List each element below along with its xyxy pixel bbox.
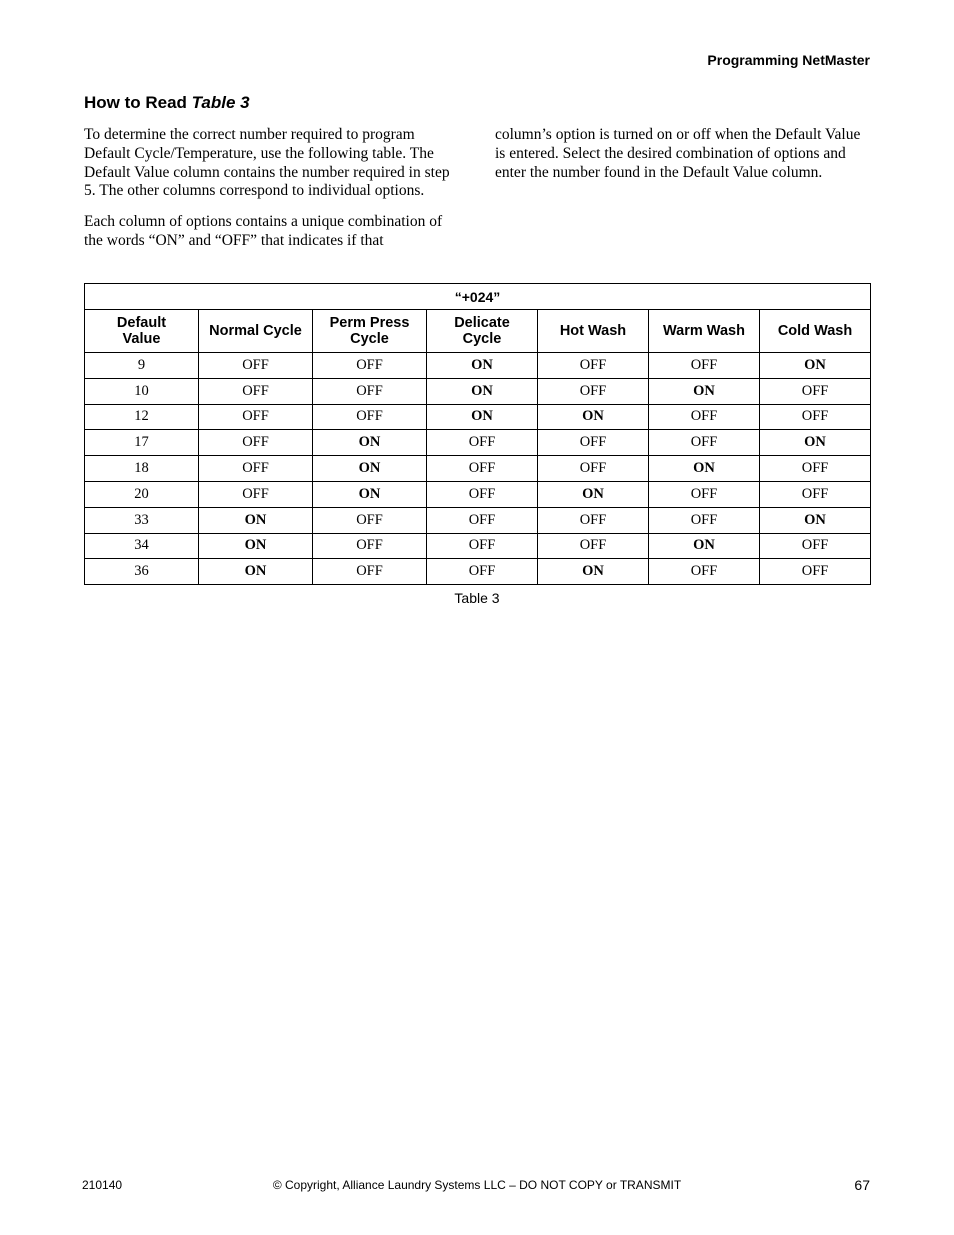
body-paragraph: To determine the correct number required to program Default Cycle/Temperature, use the following table. The Default Value column contains the number required in step 5. The other columns correspond to individual options. [84,126,450,200]
column-header-line: Cycle [350,331,389,347]
option-state-cell: OFF [313,507,427,533]
default-value-cell: 36 [85,559,199,585]
option-state-cell: OFF [760,533,871,559]
column-header-line: Hot Wash [559,323,627,339]
option-state-cell: OFF [313,353,427,379]
table-row [85,456,871,482]
option-state-cell: OFF [760,481,871,507]
option-state-cell: OFF [538,430,649,456]
table-row [85,430,871,456]
option-state-cell: OFF [427,533,538,559]
option-state-cell: OFF [649,430,760,456]
option-state-cell: ON [649,533,760,559]
option-state-cell: OFF [760,456,871,482]
default-value-cell: 17 [85,430,199,456]
column-header [538,310,649,353]
option-state-cell: ON [427,353,538,379]
body-paragraph: Each column of options contains a unique combination of the words “ON” and “OFF” that indicates if that [84,213,443,249]
option-state-cell: OFF [538,353,649,379]
column-header [85,310,199,353]
option-state-cell: OFF [649,559,760,585]
option-state-cell: ON [649,456,760,482]
option-state-cell: ON [538,481,649,507]
option-state-cell: OFF [649,507,760,533]
option-state-cell: OFF [649,481,760,507]
option-state-cell: ON [199,507,313,533]
body-column-right [495,126,873,194]
table-row [85,507,871,533]
column-header [649,310,760,353]
body-column-left [84,126,462,263]
option-state-cell: OFF [538,533,649,559]
column-header-line: Warm Wash [663,323,745,339]
option-state-cell: OFF [199,430,313,456]
option-state-cell: OFF [760,378,871,404]
option-state-cell: OFF [313,404,427,430]
column-header [760,310,871,353]
column-header [199,310,313,353]
default-value-cell: 18 [85,456,199,482]
column-header [427,310,538,353]
column-header-line: Perm Press [329,315,410,331]
table-header-row [85,310,871,353]
option-state-cell: OFF [427,456,538,482]
option-state-cell: OFF [760,404,871,430]
option-state-cell: OFF [313,378,427,404]
option-state-cell: ON [649,378,760,404]
table-row [85,481,871,507]
default-value-cell: 34 [85,533,199,559]
option-state-cell: OFF [199,456,313,482]
option-state-cell: ON [427,378,538,404]
option-state-cell: ON [199,559,313,585]
table-row [85,353,871,379]
table-body [85,353,871,585]
option-state-cell: ON [199,533,313,559]
option-state-cell: OFF [199,404,313,430]
option-state-cell: OFF [313,533,427,559]
option-state-cell: OFF [538,507,649,533]
option-state-cell: ON [313,481,427,507]
option-state-cell: ON [538,404,649,430]
option-state-cell: OFF [427,559,538,585]
option-state-cell: OFF [199,353,313,379]
option-state-cell: OFF [313,559,427,585]
option-state-cell: OFF [427,430,538,456]
column-header [313,310,427,353]
default-value-cell: 33 [85,507,199,533]
option-state-cell: OFF [760,559,871,585]
section-heading [84,93,250,113]
column-header-line: Cold Wash [777,323,853,339]
option-state-cell: OFF [649,404,760,430]
heading-prefix: How to Read [84,93,192,112]
table-title-row [85,284,871,310]
heading-table-reference: Table 3 [191,93,250,112]
option-state-cell: OFF [199,481,313,507]
option-state-cell: OFF [199,378,313,404]
option-state-cell: ON [760,507,871,533]
running-header: Programming NetMaster [707,52,870,68]
option-state-cell: OFF [427,481,538,507]
default-value-cell: 12 [85,404,199,430]
default-value-cell: 9 [85,353,199,379]
column-header-line: Value [122,331,161,347]
footer-page-number: 67 [854,1177,870,1193]
column-header-line: Delicate [454,315,510,331]
option-state-cell: OFF [538,378,649,404]
default-value-cell: 10 [85,378,199,404]
option-state-cell: ON [313,456,427,482]
table-row [85,533,871,559]
option-state-cell: OFF [427,507,538,533]
default-value-table [84,283,871,585]
table-row [85,404,871,430]
option-state-cell: ON [760,353,871,379]
option-state-cell: OFF [538,456,649,482]
footer-document-number: 210140 [82,1178,123,1192]
option-state-cell: OFF [649,353,760,379]
default-value-cell: 20 [85,481,199,507]
table-title: “+024” [85,284,871,310]
table-row [85,559,871,585]
option-state-cell: ON [538,559,649,585]
option-state-cell: ON [427,404,538,430]
option-state-cell: ON [313,430,427,456]
table-caption: Table 3 [454,590,500,606]
column-header-line: Normal Cycle [209,323,302,339]
body-paragraph: column’s option is turned on or off when the Default Value is entered. Select the desired combination of options and enter the number found in the Default Value column. [495,126,861,181]
column-header-line: Default [116,315,167,331]
footer-copyright: © Copyright, Alliance Laundry Systems LLC – DO NOT COPY or TRANSMIT [272,1178,682,1192]
table-row [85,378,871,404]
column-header-line: Cycle [462,331,502,347]
option-state-cell: ON [760,430,871,456]
